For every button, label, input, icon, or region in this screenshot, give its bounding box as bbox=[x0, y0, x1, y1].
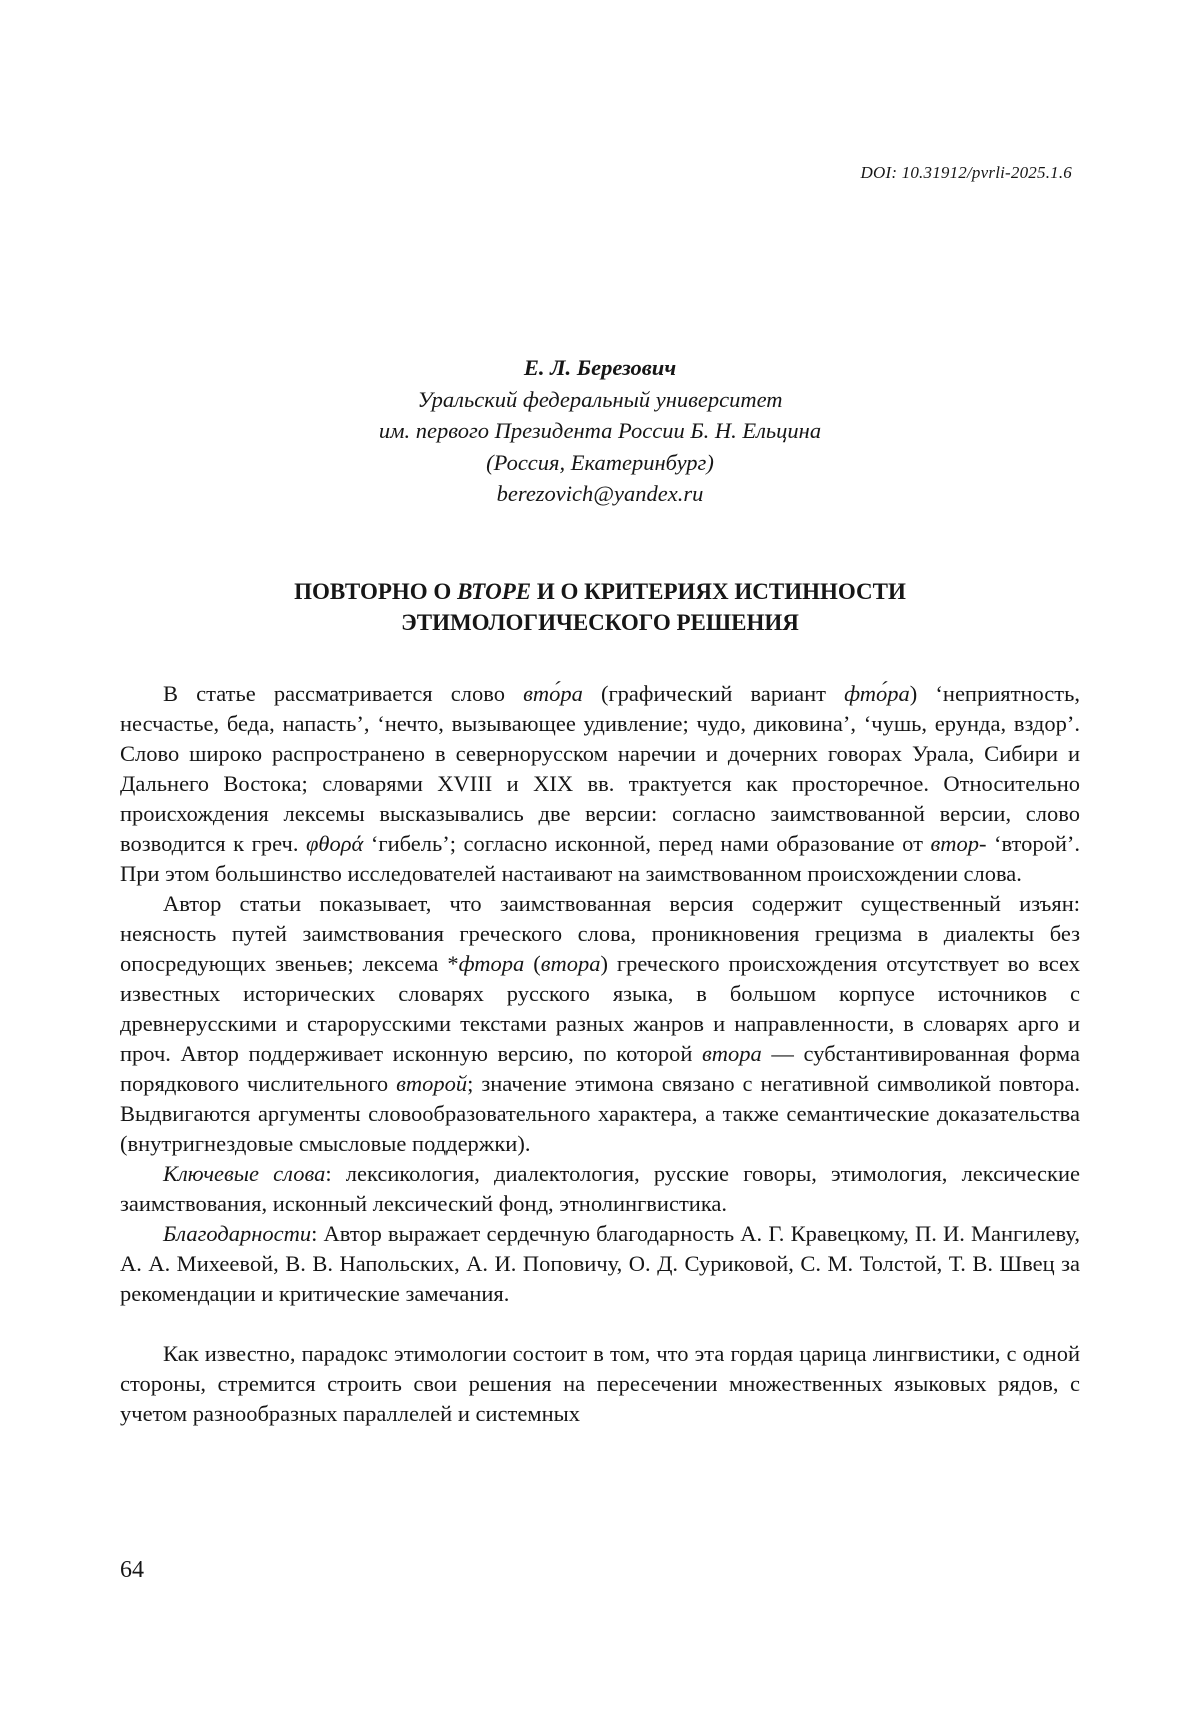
main-text-paragraph-1: Как известно, парадокс этимологии состоит в том, что эта гордая царица лингвистики, с одной стороны, стремится строить свои решения на пересечении множественных языковых рядов, с учетом разнообразных параллелей и системных bbox=[120, 1341, 1080, 1426]
acknowledgements-paragraph: Благодарности: Автор выражает сердечную благодарность А. Г. Кравецкому, П. И. Мангилеву, А. А. Михеевой, В. В. Напольских, А. И. Поповичу, О. Д. Суриковой, С. М. Толстой, Т. В. Швец за рекомендации и критические замечания. bbox=[120, 1221, 1080, 1306]
acknowledgements-label: Благодарности bbox=[163, 1221, 312, 1246]
article-title bbox=[0, 576, 1200, 638]
abstract-paragraph-2: Автор статьи показывает, что заимствованная версия содержит существенный изъян: неясность путей заимствования греческого слова, проникновения грецизма в диалекты без опосредующих звеньев; лексема *фтора (втора) греческого происхождения отсутствует во всех известных исторических словарях русского языка, в большом корпусе источников с древнерусскими и старорусскими текстами разных жанров и направленности, в словарях арго и проч. Автор поддерживает исконную версию, по которой втора — субстантивированная форма порядкового числительного второй; значение этимона связано с негативной символикой повтора. Выдвигаются аргументы словообразовательного характера, а также семантические доказательства (внутригнездовые смысловые поддержки). bbox=[120, 891, 1080, 1156]
title-line-1: ПОВТОРНО О ВТОРЕ И О КРИТЕРИЯХ ИСТИННОСТИ bbox=[294, 579, 906, 604]
author-block bbox=[0, 352, 1200, 510]
author-affiliation-line2: им. первого Президента России Б. Н. Ельцина bbox=[378, 418, 822, 443]
keywords-paragraph: Ключевые слова: лексикология, диалектология, русские говоры, этимология, лексические заимствования, исконный лексический фонд, этнолингвистика. bbox=[120, 1161, 1080, 1216]
author-email: berezovich@yandex.ru bbox=[496, 481, 704, 506]
author-location: (Россия, Екатеринбург) bbox=[486, 449, 714, 475]
abstract-paragraph-1: В статье рассматривается слово вто́ра (графический вариант фто́ра) ‘неприятность, несчастье, беда, напасть’, ‘нечто, вызывающее удивление; чудо, диковина’, ‘чушь, ерунда, вздор’. Слово широко распространено в севернорусском наречии и дочерних говорах Урала, Сибири и Дальнего Востока; словарями XVIII и XIX вв. трактуется как просторечное. Относительно происхождения лексемы высказывались две версии: согласно заимствованной версии, слово возводится к греч. φθορά ‘гибель’; согласно исконной, перед нами образование от втор- ‘второй’. При этом большинство исследователей настаивают на заимствованном происхождении слова. bbox=[120, 681, 1080, 886]
author-name: Е. Л. Березович bbox=[523, 355, 677, 380]
page-number: 64 bbox=[120, 1557, 144, 1583]
title-italic-word: ВТОРЕ bbox=[457, 579, 532, 604]
author-affiliation-line1: Уральский федеральный университет bbox=[417, 386, 783, 412]
doi: DOI: 10.31912/pvrli-2025.1.6 bbox=[860, 163, 1072, 182]
keywords-label: Ключевые слова bbox=[163, 1161, 326, 1186]
title-line-2: ЭТИМОЛОГИЧЕСКОГО РЕШЕНИЯ bbox=[401, 610, 799, 635]
article-body bbox=[120, 679, 1080, 1429]
